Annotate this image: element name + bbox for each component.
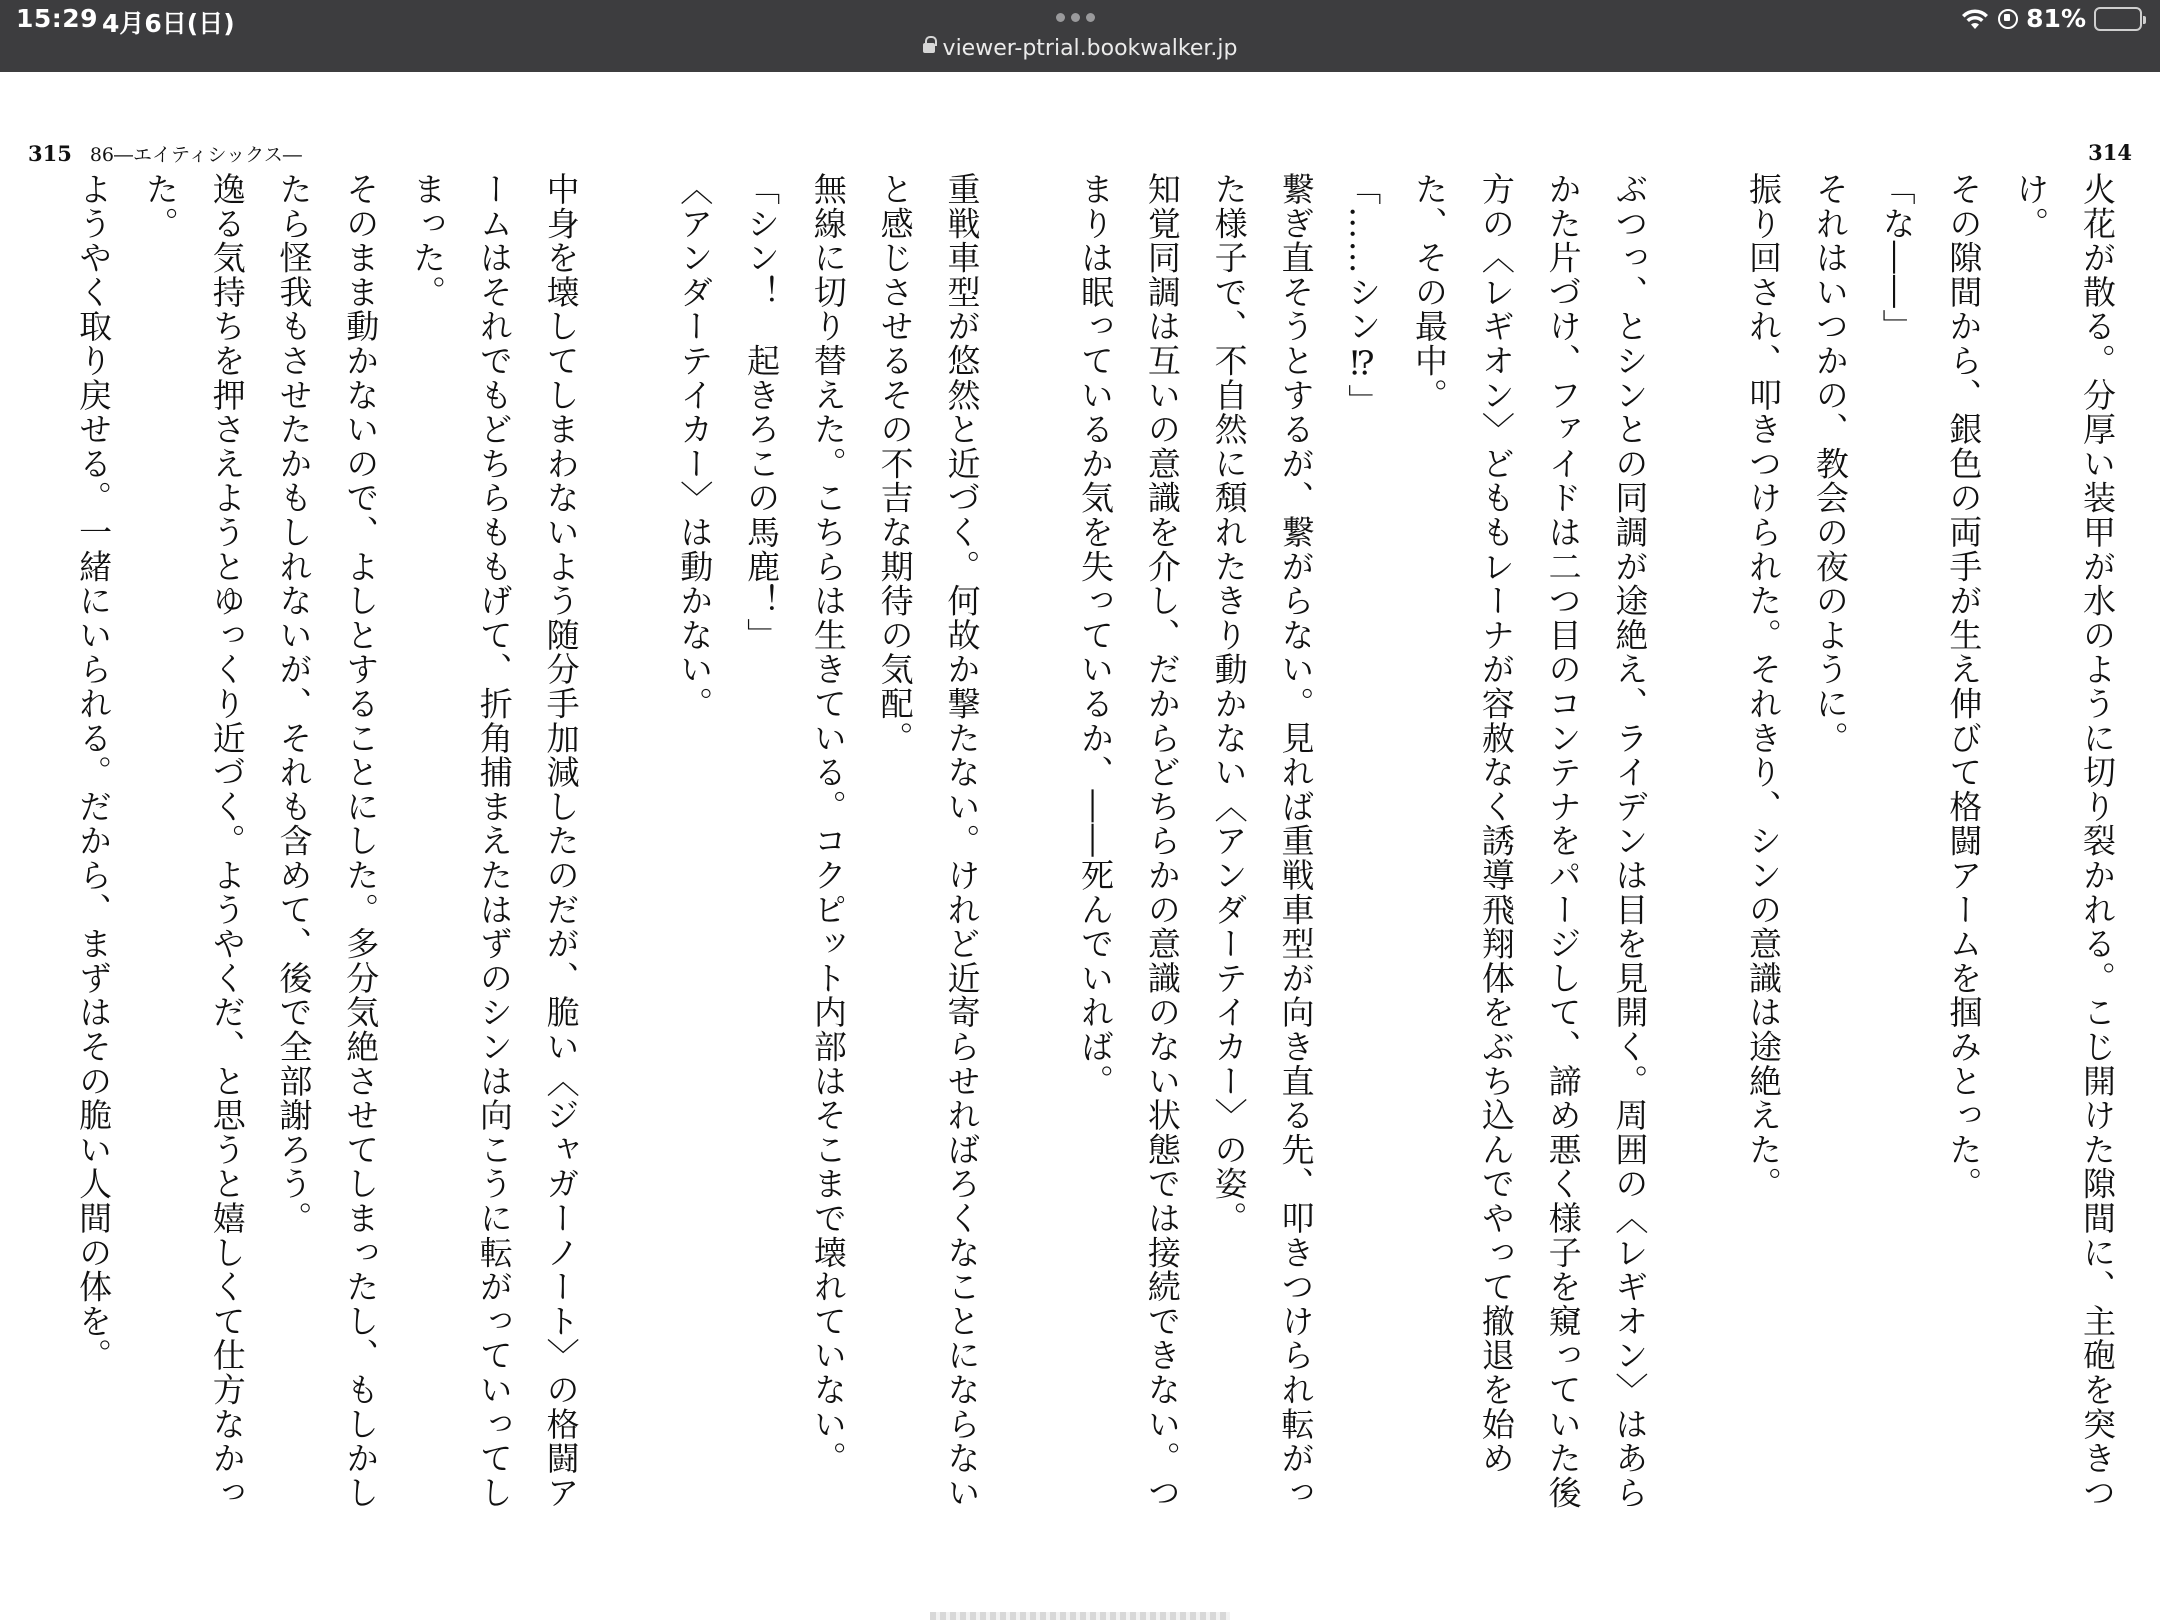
wifi-icon: [1960, 7, 1990, 31]
vertical-text-body: [74, 172, 2130, 1532]
status-date: 4月6日(日): [102, 9, 235, 38]
text-paragraph: 無線に切り替えた。こちらは生きている。コクピット内部はそこまで壊れていない。: [808, 172, 848, 1476]
url-text: viewer-ptrial.bookwalker.jp: [942, 36, 1238, 61]
status-indicators: [1960, 4, 2142, 33]
left-page-number: 315: [28, 141, 72, 166]
paragraph-break: [594, 172, 661, 1532]
text-paragraph: ようやく取り戻せる。一緒にいられる。だから、まずはその脆い人間の体を。: [74, 172, 114, 1373]
text-paragraph: 繋ぎ直そうとするが、繋がらない。見れば重戦車型が向き直る先、叩きつけられ転がった様子で、不自然に頽れたきり動かない〈アンダーテイカー〉の姿。: [1209, 172, 1316, 1510]
text-paragraph: それはいつかの、教会の夜のように。: [1810, 172, 1850, 756]
text-paragraph: 重戦車型が悠然と近づく。何故か撃たない。けれど近寄らせればろくなことにならないと感じさせるその不吉な期待の気配。: [875, 172, 982, 1510]
book-title: 86―エイティシックス―: [89, 144, 302, 166]
status-bar: [0, 0, 2160, 72]
text-paragraph: 火花が散る。分厚い装甲が水のように切り裂かれる。こじ開けた隙間に、主砲を突きつけ。: [2011, 172, 2117, 1510]
text-paragraph: 逸る気持ちを押さえようとゆっくり近づく。ようやくだ、と思うと嬉しくて仕方なかった。: [140, 172, 247, 1510]
lock-icon: [923, 43, 935, 53]
text-paragraph: そのまま動かないので、よしとすることにした。多分気絶させてしまったし、もしかしたら怪我もさせたかもしれないが、それも含めて、後で全部謝ろう。: [274, 172, 381, 1510]
battery-percent: 81%: [2026, 4, 2086, 33]
text-paragraph: 「な――」: [1877, 172, 1917, 344]
battery-icon: [2094, 7, 2142, 31]
text-paragraph: ぶつっ、とシンとの同調が途絶え、ライデンは目を見開く。周囲の〈レギオン〉はあらかた片づけ、ファイドは二つ目のコンテナをパージして、諦め悪く様子を窺っていた後方の〈レギオン〉どももレーナが容赦なく誘導飛翔体をぶち込んでやって撤退を始めた、その最中。: [1410, 172, 1650, 1510]
rotation-lock-icon: [1998, 9, 2018, 29]
multitasking-dots-icon[interactable]: [1056, 13, 1095, 22]
text-paragraph: 知覚同調は互いの意識を介し、だからどちらかの意識のない状態では接続できない。つまりは眠っているか気を失っているか、――死んでいれば。: [1076, 172, 1182, 1510]
right-page-number: 314: [2088, 140, 2132, 165]
status-time: 15:29: [16, 4, 99, 33]
address-bar[interactable]: [0, 36, 2160, 61]
text-paragraph: 「……シン⁉」: [1343, 172, 1383, 419]
text-paragraph: 〈アンダーテイカー〉は動かない。: [675, 172, 715, 721]
page-indicator-bar[interactable]: [930, 1612, 1230, 1620]
text-paragraph: 「シン！ 起きろこの馬鹿！」: [742, 172, 782, 653]
paragraph-break: [1662, 172, 1729, 1532]
text-paragraph: 中身を壊してしまわないよう随分手加減したのだが、脆い〈ジャガーノート〉の格闘アームはそれでもどちらももげて、折角捕まえたはずのシンは向こうに転がっていってしまった。: [408, 172, 581, 1510]
paragraph-break: [994, 172, 1061, 1532]
text-paragraph: 振り回され、叩きつけられた。それきり、シンの意識は途絶えた。: [1744, 172, 1784, 1201]
text-paragraph: その隙間から、銀色の両手が生え伸びて格闘アームを掴みとった。: [1944, 172, 1984, 1201]
left-page-header: [28, 140, 302, 167]
